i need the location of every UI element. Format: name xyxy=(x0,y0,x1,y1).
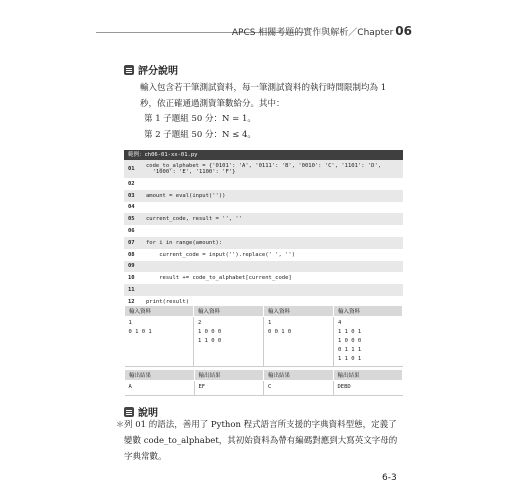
code-text: current_code, result = '', '' xyxy=(146,216,243,223)
code-lines xyxy=(124,160,403,308)
explain-text: 列 01 的語法，善用了 Python 程式語言所支援的字典資料型態，定義了變數 code_to_alphabet，其初始資料為帶有編碼對應到大寫英文字母的字典常數。 xyxy=(124,420,398,462)
line-number: 12 xyxy=(128,298,135,305)
running-header xyxy=(96,24,412,40)
table-header-cell: 輸出結果 xyxy=(333,370,403,381)
code-line xyxy=(124,225,403,237)
code-line xyxy=(124,190,403,202)
code-line xyxy=(124,178,403,190)
code-text: code_to_alphabet = {'0101': 'A', '0111': 'B', '0010': 'C', '1101': 'D', '1000': 'E', '1100': 'F'} xyxy=(146,163,382,175)
table-header-cell: 輸入資料 xyxy=(334,306,403,317)
page-number: 6-3 xyxy=(382,473,397,483)
line-number: 04 xyxy=(128,204,135,211)
table-cell: 2 1 0 0 0 1 1 0 0 xyxy=(193,317,263,367)
explain-paragraph xyxy=(116,417,404,465)
code-line xyxy=(124,261,403,273)
code-text: current_code = input('').replace(' ', '') xyxy=(146,251,296,258)
code-line xyxy=(124,272,403,284)
table-header-cell: 輸入資料 xyxy=(193,306,263,317)
table-cell: C xyxy=(264,381,334,396)
code-text: print(result) xyxy=(146,298,190,305)
line-number: 05 xyxy=(128,216,135,223)
code-line xyxy=(124,160,403,178)
table-cell: 1 0 1 0 1 xyxy=(125,317,194,367)
note-icon xyxy=(124,407,134,417)
bullet-marker: ＊ xyxy=(116,420,124,429)
code-line xyxy=(124,213,403,225)
scoring-para-text: 輸入包含若干筆測試資料，每一筆測試資料的執行時間限制均為 1 秒，依正確通過測資筆數給分。其中： xyxy=(140,83,387,109)
table-cell: EF xyxy=(194,381,264,396)
note-icon xyxy=(124,65,134,75)
code-line xyxy=(124,284,403,296)
code-filename: 範例：ch06-01-xx-01.py xyxy=(124,150,403,160)
line-number: 03 xyxy=(128,192,135,199)
line-number: 07 xyxy=(128,239,135,246)
line-number: 08 xyxy=(128,251,135,258)
line-number: 11 xyxy=(128,287,135,294)
code-text: amount = eval(input('')) xyxy=(146,192,226,199)
header-title: APCS 相關考題的實作與解析／Chapter 06 xyxy=(231,24,412,38)
subtask-2: 第 2 子題組 50 分：N ≤ 4。 xyxy=(144,130,256,140)
chapter-number: 06 xyxy=(395,24,412,38)
scoring-title-text: 評分說明 xyxy=(138,66,178,77)
line-number: 09 xyxy=(128,263,135,270)
line-number: 10 xyxy=(128,275,135,282)
code-line xyxy=(124,249,403,261)
input-table xyxy=(124,305,403,367)
table-cell: 4 1 1 0 1 1 0 0 0 0 1 1 1 1 1 0 1 xyxy=(334,317,403,367)
line-number: 02 xyxy=(128,180,135,187)
code-line xyxy=(124,237,403,249)
scoring-section-title xyxy=(124,62,178,77)
table-header-cell: 輸出結果 xyxy=(194,370,264,381)
code-text: for i in range(amount): xyxy=(146,239,223,246)
table-header-cell: 輸入資料 xyxy=(263,306,333,317)
table-cell: A xyxy=(125,381,195,396)
scoring-paragraph xyxy=(124,80,400,112)
subtask-1: 第 1 子題組 50 分：N = 1。 xyxy=(144,114,256,124)
code-line xyxy=(124,202,403,214)
line-number: 01 xyxy=(128,166,135,172)
table-header-cell: 輸出結果 xyxy=(125,370,195,381)
output-table xyxy=(124,369,403,396)
explain-title-text: 說明 xyxy=(138,408,158,419)
line-number: 06 xyxy=(128,228,135,235)
table-cell: DEBD xyxy=(333,381,403,396)
code-block xyxy=(124,150,403,308)
table-cell: 1 0 0 1 0 xyxy=(263,317,333,367)
table-header-cell: 輸出結果 xyxy=(264,370,334,381)
code-text: result += code_to_alphabet[current_code] xyxy=(146,275,292,282)
table-header-cell: 輸入資料 xyxy=(125,306,194,317)
